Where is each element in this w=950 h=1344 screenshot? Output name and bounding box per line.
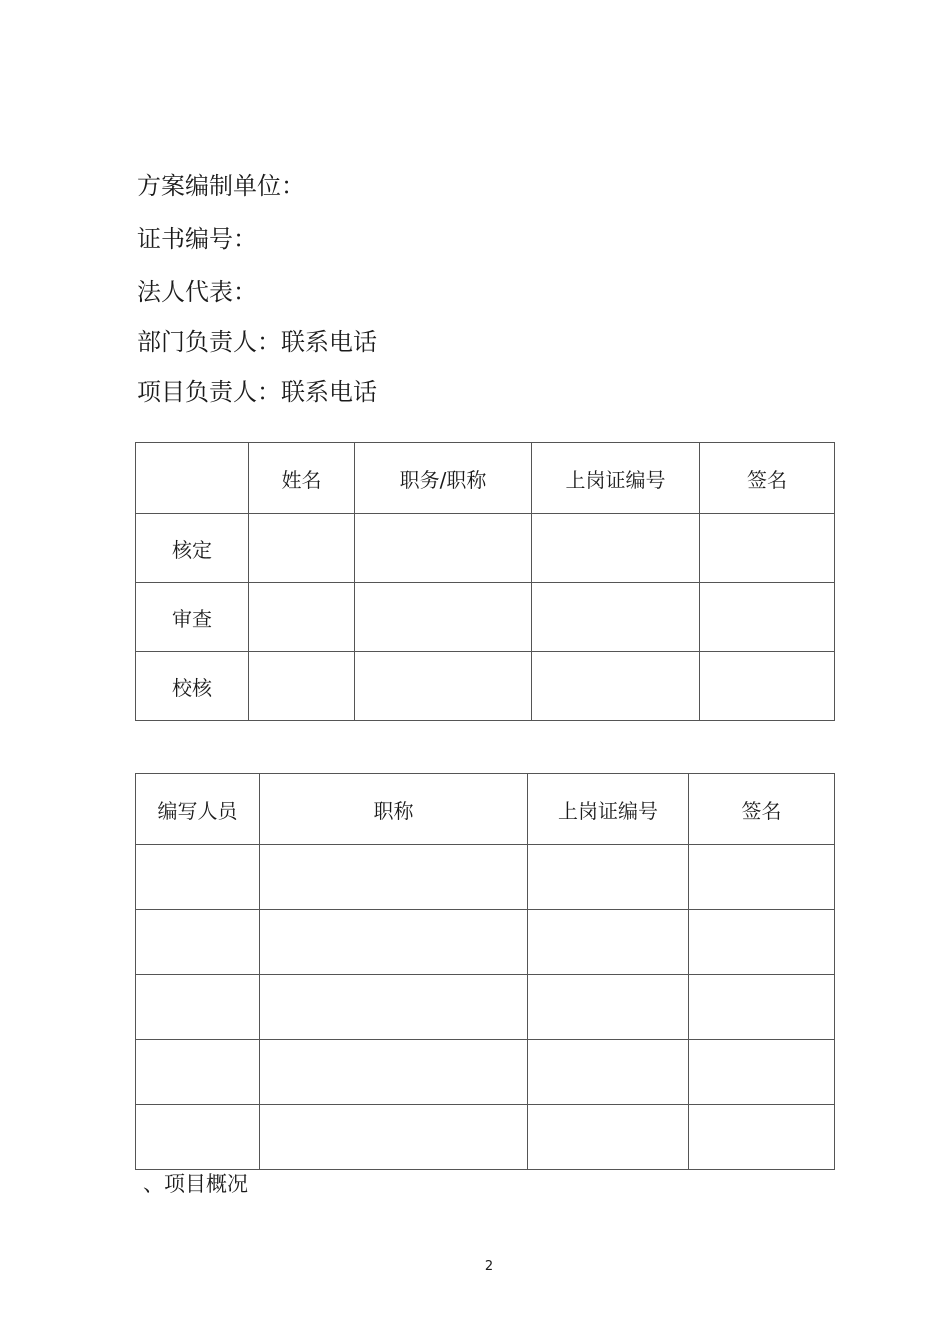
header-cell-cert-number: 上岗证编号 — [532, 443, 700, 514]
header-cell-title: 职称 — [260, 774, 528, 845]
header-cell — [136, 443, 249, 514]
approval-table — [135, 442, 835, 721]
table-cell — [249, 652, 355, 721]
info-line-legal-rep: 法人代表： — [137, 278, 257, 306]
table-row — [136, 845, 835, 910]
table-cell — [700, 652, 835, 721]
section-heading: 、项目概况 — [143, 1172, 248, 1196]
table-cell — [700, 583, 835, 652]
table-cell — [689, 910, 835, 975]
table-cell — [260, 1040, 528, 1105]
info-line-org: 方案编制单位： — [137, 172, 305, 200]
table-row — [136, 910, 835, 975]
table-row — [136, 514, 835, 583]
table-cell — [136, 910, 260, 975]
table-cell — [689, 1105, 835, 1170]
table-cell — [136, 1040, 260, 1105]
table-row — [136, 1105, 835, 1170]
info-line-certificate: 证书编号： — [137, 225, 257, 253]
table-cell — [136, 845, 260, 910]
table-cell — [532, 652, 700, 721]
table-cell — [260, 1105, 528, 1170]
table-cell — [249, 514, 355, 583]
header-cell-signature: 签名 — [700, 443, 835, 514]
table-cell — [528, 1105, 689, 1170]
info-line-project-head: 项目负责人：联系电话 — [137, 378, 377, 406]
table-cell — [689, 1040, 835, 1105]
table-cell — [689, 845, 835, 910]
table-cell — [260, 845, 528, 910]
table-row — [136, 652, 835, 721]
table-cell — [532, 583, 700, 652]
table-cell — [528, 910, 689, 975]
table-row — [136, 583, 835, 652]
approval-table-header — [136, 443, 835, 514]
header-cell-cert-number: 上岗证编号 — [528, 774, 689, 845]
table-cell — [689, 975, 835, 1040]
table-cell — [355, 514, 532, 583]
table-row — [136, 1040, 835, 1105]
row-label: 校核 — [136, 652, 249, 721]
info-line-dept-head: 部门负责人：联系电话 — [137, 328, 377, 356]
header-cell-name: 姓名 — [249, 443, 355, 514]
header-cell-writers: 编写人员 — [136, 774, 260, 845]
table-cell — [528, 975, 689, 1040]
table-cell — [528, 845, 689, 910]
table-cell — [355, 583, 532, 652]
table-cell — [355, 652, 532, 721]
table-cell — [528, 1040, 689, 1105]
table-cell — [532, 514, 700, 583]
table-cell — [136, 975, 260, 1040]
table-cell — [700, 514, 835, 583]
table-cell — [249, 583, 355, 652]
row-label: 审查 — [136, 583, 249, 652]
header-cell-signature: 签名 — [689, 774, 835, 845]
page-number: 2 — [484, 1259, 494, 1274]
header-cell-title: 职务/职称 — [355, 443, 532, 514]
table-cell — [260, 910, 528, 975]
table-cell — [260, 975, 528, 1040]
staff-table-header — [136, 774, 835, 845]
table-cell — [136, 1105, 260, 1170]
row-label: 核定 — [136, 514, 249, 583]
staff-table — [135, 773, 835, 1170]
table-row — [136, 975, 835, 1040]
